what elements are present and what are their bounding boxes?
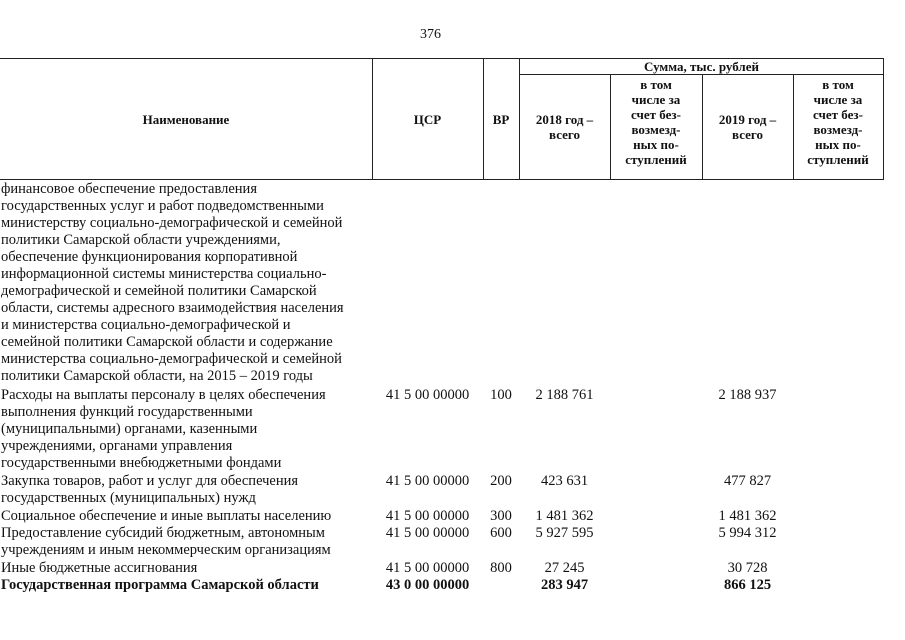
- row-vr: 800: [490, 560, 512, 576]
- row-csr: 43 0 00 00000: [385, 577, 470, 593]
- row-2019: 30 728: [727, 560, 768, 576]
- row-2018: 283 947: [540, 577, 589, 593]
- row-name: Предоставление субсидий бюджетным, автономным учреждениям и иным некоммерческим организациям: [1, 525, 331, 558]
- row-2018: 1 481 362: [535, 508, 594, 524]
- row-vr: 300: [490, 508, 512, 524]
- row-2018: 27 245: [544, 560, 585, 576]
- header-2019-total: 2019 год – всего: [718, 112, 777, 142]
- row-vr: 600: [490, 525, 512, 541]
- page-number: 376: [420, 27, 441, 42]
- header-2018-total: 2018 год – всего: [535, 112, 594, 142]
- header-csr: ЦСР: [413, 112, 442, 127]
- row-2019: 2 188 937: [718, 387, 777, 403]
- row-csr: 41 5 00 00000: [385, 387, 470, 403]
- row-name: финансовое обеспечение предоставления государственных услуг и работ подведомственными министерству социально-демографической и семейной политики Самарской области учреждениями, обеспечение функционирования корпоративной информационной системы министерства социально- демографической и семейной политики Самарской области, системы адресного взаимодействия населения и министерства социально-демографической и семейной политики Самарской области и содержание министерства социально-демографической и семейной политики Самарской области, на 2015 – 2019 годы: [1, 181, 344, 384]
- row-name: Иные бюджетные ассигнования: [1, 560, 198, 576]
- row-2019: 1 481 362: [718, 508, 777, 524]
- row-csr: 41 5 00 00000: [385, 508, 470, 524]
- header-vr: ВР: [492, 112, 510, 127]
- row-name: Закупка товаров, работ и услуг для обеспечения государственных (муниципальных) нужд: [1, 473, 299, 506]
- row-name: Государственная программа Самарской области: [1, 577, 319, 593]
- header-name: Наименование: [142, 112, 230, 127]
- row-2018: 2 188 761: [535, 387, 594, 403]
- header-2019-grants: в том числе за счет без- возмезд- ных по- ступлений: [807, 77, 869, 167]
- row-name: Социальное обеспечение и иные выплаты населению: [1, 508, 332, 524]
- row-name: Расходы на выплаты персоналу в целях обеспечения выполнения функций государственными (муниципальными) органами, казенными учреждениями, органами управления государственными внебюджетными фондами: [1, 387, 326, 471]
- row-2018: 423 631: [540, 473, 589, 489]
- header-col-divider: [883, 58, 884, 179]
- row-2018: 5 927 595: [535, 525, 594, 541]
- row-2019: 5 994 312: [718, 525, 777, 541]
- row-2019: 477 827: [723, 473, 772, 489]
- header-2018-grants: в том числе за счет без- возмезд- ных по- ступлений: [625, 77, 687, 167]
- row-csr: 41 5 00 00000: [385, 560, 470, 576]
- header-bottom-rule: [0, 179, 884, 180]
- header-sum-group: Сумма, тыс. рублей: [644, 59, 759, 74]
- row-csr: 41 5 00 00000: [385, 525, 470, 541]
- row-csr: 41 5 00 00000: [385, 473, 470, 489]
- row-2019: 866 125: [723, 577, 772, 593]
- row-vr: 200: [490, 473, 512, 489]
- row-vr: 100: [490, 387, 512, 403]
